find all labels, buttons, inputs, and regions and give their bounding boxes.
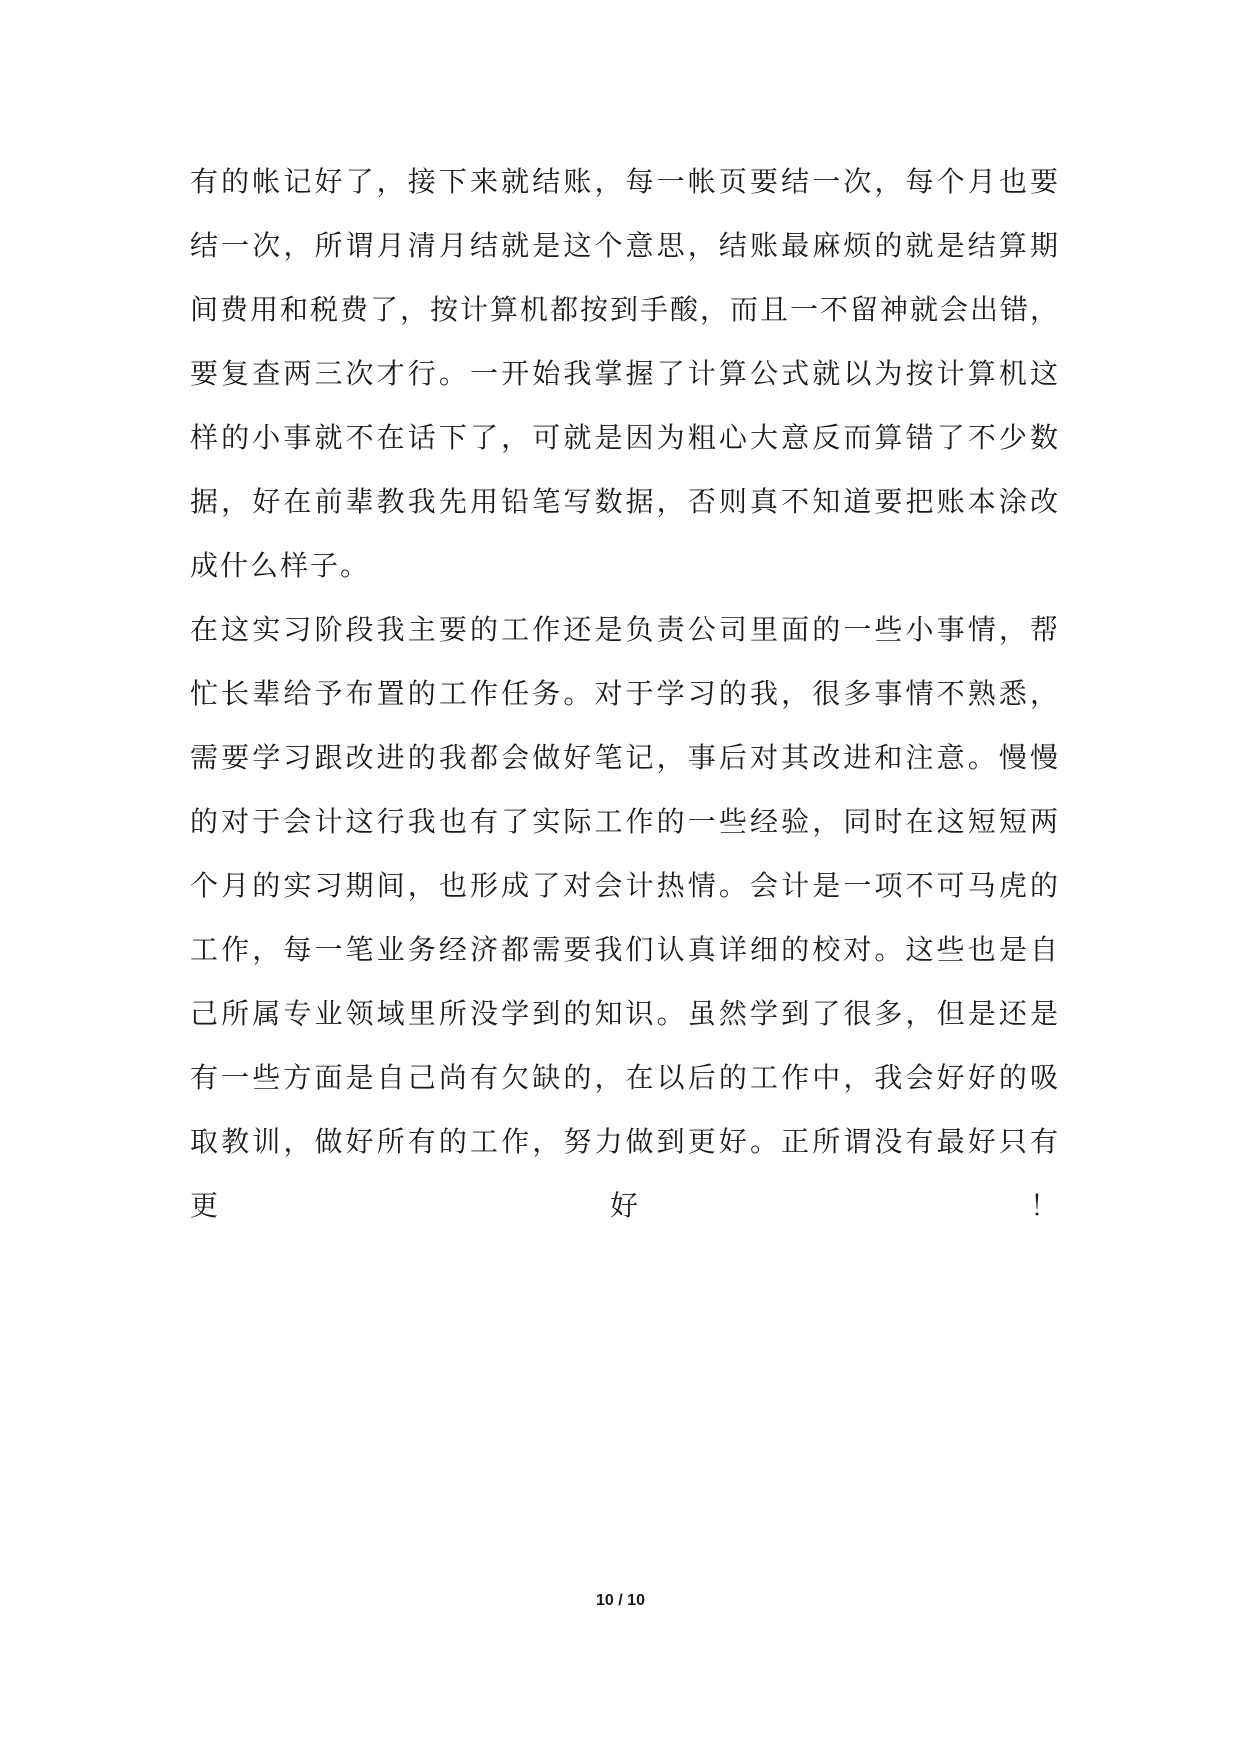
text-line: 个月的实习期间，也形成了对会计热情。会计是一项不可马虎的	[190, 869, 1058, 902]
text-line: 的对于会计这行我也有了实际工作的一些经验，同时在这短短两	[190, 805, 1058, 838]
document-body	[190, 150, 1058, 1302]
text-line: 有一些方面是自己尚有欠缺的，在以后的工作中，我会好好的吸	[190, 1061, 1058, 1094]
text-line: 忙长辈给予布置的工作任务。对于学习的我，很多事情不熟悉，	[190, 677, 1058, 710]
text-line: 样的小事就不在话下了，可就是因为粗心大意反而算错了不少数	[190, 421, 1058, 454]
text-line: 要复查两三次才行。一开始我掌握了计算公式就以为按计算机这	[190, 357, 1058, 390]
text-line: 工作，每一笔业务经济都需要我们认真详细的校对。这些也是自	[190, 933, 1058, 966]
text-line: 在这实习阶段我主要的工作还是负责公司里面的一些小事情，帮	[190, 613, 1058, 646]
text-line: 更好！	[190, 1189, 1058, 1222]
text-line: 己所属专业领域里所没学到的知识。虽然学到了很多，但是还是	[190, 997, 1058, 1030]
page-number: 10 / 10	[596, 1592, 645, 1609]
text-line: 成什么样子。	[190, 549, 371, 582]
text-line: 有的帐记好了，接下来就结账，每一帐页要结一次，每个月也要	[190, 165, 1058, 198]
text-line: 需要学习跟改进的我都会做好笔记，事后对其改进和注意。慢慢	[190, 741, 1058, 774]
text-line: 结一次，所谓月清月结就是这个意思，结账最麻烦的就是结算期	[190, 229, 1058, 262]
text-line: 取教训，做好所有的工作，努力做到更好。正所谓没有最好只有	[190, 1125, 1058, 1158]
text-line: 间费用和税费了，按计算机都按到手酸，而且一不留神就会出错，	[190, 293, 1058, 326]
paragraph	[190, 598, 1058, 1302]
text-line	[190, 1238, 1058, 1302]
text-line: 据，好在前辈教我先用铅笔写数据，否则真不知道要把账本涂改	[190, 485, 1058, 518]
paragraph	[190, 150, 1058, 598]
